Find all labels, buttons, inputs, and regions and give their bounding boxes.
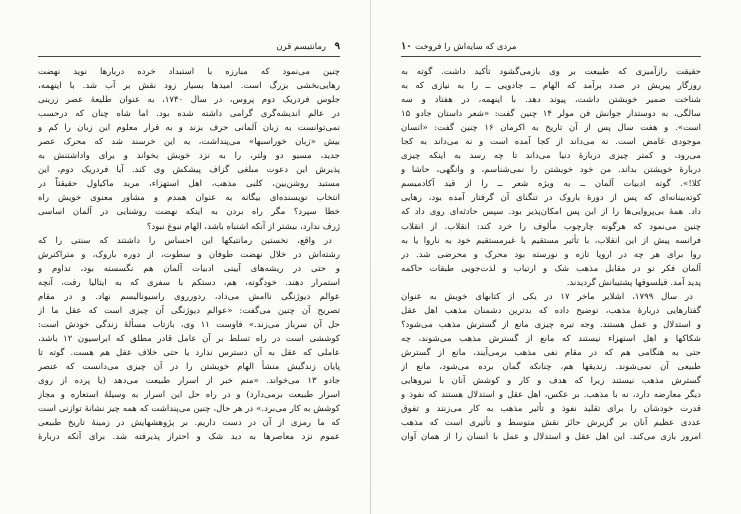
- text-line: موجودی غامض است. نه می‌داند از کجا آمده است و نه می‌داند به کجا: [401, 137, 701, 148]
- text-line: امروز بازی می‌کند. این اهل عقل و استدلال و عمل با انسان را از همان آوان: [401, 432, 701, 443]
- right-running-head: مردی که سایه‌اش را فروخت: [415, 42, 517, 52]
- text-line: پایان زندگیش منشأ الهام خویشتن را در آن چیزی می‌دانست که عنصر: [38, 361, 340, 372]
- text-line: بیش «زبان خوراسبها» می‌پنداشت، به این خرسند شد که محرک عصر: [38, 137, 340, 148]
- text-line: و حتی در ریشه‌های آیینی ادبیات آلمان هم نگسسته بود، تداوم و: [38, 263, 340, 274]
- text-line: چنین می‌نمود که هرگونه چارچوب مألوف را خرد کند: انقلاب. از انقلاب: [401, 221, 701, 232]
- text-line: در واقع، نخستین رمانتیکها این احساس را داشتند که سنتی را که: [38, 235, 332, 246]
- text-line: شکاکها و اهل استهزاء نیستند که مانع از گسترش مذهب می‌شوند، چه: [401, 333, 701, 344]
- right-page-header: [401, 40, 701, 57]
- left-page-body: [38, 65, 340, 444]
- text-line: عموم نزد معاصرها به دید شک و احتراز پذیرفته شد. برای آنکه دربارهٔ: [38, 432, 340, 443]
- left-page-number: ۹: [334, 41, 340, 52]
- right-page-number: ۱۰: [401, 41, 412, 52]
- text-line: رشته‌اش در خلال نهضت طوفان و سطوت، از دوره باروک، و متراکترش: [38, 249, 340, 260]
- right-page: [371, 0, 741, 514]
- text-line: استمرار دهند. خودگوته، هم، دستکم با سفری که به ایتالیا رفت، آنچه: [38, 277, 340, 288]
- text-line: پدید آمد. فیلسوفها پشتیبانش گردیدند.: [566, 277, 701, 288]
- text-line: قدرت خودشان را برای تقلید نفوذ و تأثیر مذهب به کار می‌زنند و تفوق: [401, 404, 701, 415]
- text-line: جلوس فردریک دوم پروس، در سال ۱۷۴۰، به عنوان طلیعهٔ عصر زرینی: [38, 95, 340, 106]
- text-line: دربارهٔ خویشتن بداند. من خود خویشتن را نمی‌شناسم، و وانگهی، حاشا و: [401, 165, 701, 176]
- text-line: کوششی است در راه تسلط بر آن عامل قادر مطلق که ابراسیون ۱۲ باشد،: [38, 333, 340, 344]
- left-page-header: [38, 40, 340, 57]
- text-line: خطا سپرد؟ مگر راه بردن به اینکه نهضت روشنایی در آلمان اساسی: [38, 207, 340, 218]
- left-page: [0, 0, 370, 514]
- text-line: شناخت ضمیر خویشتن داشت، پیوند دهد. با اینهمه، در هفتاد و سه: [401, 95, 701, 106]
- left-running-head: رمانتیسم قرن: [276, 42, 326, 52]
- text-line: روزگار پیریش در صدد برآمد که الهام ــ جادویی ــ را به نیازی که به: [401, 81, 701, 92]
- text-line: داد. همهٔ بی‌پروایی‌ها را از این پس امکان‌پذیر بود. سپس حادثه‌ای روی داد که: [401, 207, 701, 218]
- text-line: مستبد روشن‌بین، کلبی مذهب، اهل استهزاء، مرید ماکیاول حقیقتاً در: [38, 179, 340, 190]
- text-line: کوته‌بینانه‌ای که پس از دورهٔ باروک در تنگنای آن گرفتار آمده بود، رهایی: [401, 193, 701, 204]
- text-line: عددی عظیم آنان بر گزیرش حائز نقش متوسط و تأثیری است که مذهب: [401, 418, 701, 429]
- text-line: کلا!». گوته ادبیات آلمان ــ به ویژه شعر ــ را از قید آکادمیسم: [401, 179, 701, 190]
- text-line: انتخاب نویسنده‌ای بیگانه به عنوان همدم و مشاور معنوی خویش راه: [38, 193, 340, 204]
- text-line: حل آن سرباز می‌زند.» فاوست ۱۱ وی، بازتاب مسألهٔ زندگی خودش است:: [38, 319, 340, 330]
- text-line: دیگر معارضه دارد، نه با مذهب. بر عکس، اهل عقل و استدلال هستند که نفوذ و: [401, 390, 701, 401]
- text-line: گسترش مذهب نیستند زیرا که هدف و کار و کوشش آنان با نیروهایی: [401, 376, 701, 387]
- text-line: که ما رمزی از آن در دست داریم. بر پژوهشهایش در زمینهٔ تاریخ طبیعی: [38, 418, 340, 429]
- text-line: جدید، مسیو دو ولتر، را به نزد خویش بخواند و برای واداشتنش به: [38, 151, 340, 162]
- text-line: سالگی، به دوستدار جوانش فن مولر ۱۴ چنین گفت: «شعر داستان جادو ۱۵: [401, 109, 701, 120]
- text-line: گفتارهایی دربارهٔ مذهب، توضیح داده که بدترین دشمنان مذهب اهل عقل: [401, 305, 701, 316]
- text-line: است». و هفت سال پس از آن تاریخ به اکرمان ۱۶ چنین گفت: «انسان: [401, 123, 701, 134]
- text-line: و استدلال و عمل هستند. وجه تیره چیزی مانع از گسترش مذهب می‌شود؟: [401, 319, 701, 330]
- text-line: پذیرش این دعوت مبلغی گزاف پیشکش وی کند. آیا فردریک دوم، این: [38, 165, 340, 176]
- text-line: اسرار طبیعت برمی‌دارد) و در راه حل این اسرار به وسیلهٔ استعاره و مجاز: [38, 390, 340, 401]
- text-line: حقیقت رازآمیزی که طبیعت بر وی بازمی‌گشود تأکید داشت. گوته به: [401, 67, 701, 77]
- text-line: عوالم دیوژنگی ناامش می‌داد، ردورروی راسیونالیسم نهاد. و در مقام: [38, 291, 340, 302]
- text-line: کوشش به کار می‌برد.» در هر حال، چنین می‌پنداشت که همه چیز نشانهٔ توازنی است: [38, 404, 340, 415]
- text-line: طبیعی آن نمی‌شوند. زندیقها هم، چنانکه گمان برده می‌شود، مانع از: [401, 361, 701, 372]
- text-line: در سال ۱۷۹۹، اشلایر ماخر ۱۷ در یکی از کتابهای خویش به عنوان: [401, 291, 693, 302]
- text-line: فرانسه پیش از این انقلاب، با تأثیر مستقیم یا غیرمستقیم خود به ناروا یا به: [401, 235, 701, 246]
- text-line: جادو ۱۳ می‌خواند. «منم خبر از اسرار طبیعت می‌دهد (یا پرده از روی: [38, 376, 340, 387]
- text-line: آلمان فکر نو در مقابل مذهب شک و ارتیاب و لذت‌جویی طبقات حاکمه: [401, 263, 701, 274]
- text-line: روا برای هر چه در اروپا تازه و نورسته بود محرک و محرضی شد. در: [401, 249, 701, 260]
- text-line: نمی‌توانست به زبان آلمانی حرف بزند و به قرار معلوم این زبان را کم و: [38, 123, 340, 134]
- text-line: ژرف ندارد، بیشتر از آنکه اشتباه باشد، الهام نبوغ نبود؟: [146, 221, 340, 232]
- text-line: حتی به هنگامی هم که در مقام نفی مذهب برمی‌آیند، مانع از گسترش: [401, 347, 701, 358]
- text-line: عاملی که عقل به آن دسترس ندارد یا حتی خلاف عقل هم هست. گوته تا: [38, 347, 340, 358]
- text-line: می‌رود، و کمتر چیزی دربارهٔ دنیا می‌داند تا چه رسد به اینکه چیزی: [401, 151, 701, 162]
- text-line: چنین می‌نمود که مبارزه با استبداد خرده دربارها نوید نهضت: [38, 67, 340, 77]
- text-line: رهایی‌بخشی بزرگ است. امیدها بسیار زود نقش بر آب شد. با اینهمه،: [38, 81, 340, 92]
- text-line: تصریح آن چنین می‌گفت: «عوالم دیوژنگی آن چیزی است که عقل ما از: [38, 305, 340, 316]
- right-page-body: [401, 65, 701, 444]
- text-line: در عالم اندیشه‌گری گرامی داشته شده بود. اما شاه چنان که درحسب: [38, 109, 340, 120]
